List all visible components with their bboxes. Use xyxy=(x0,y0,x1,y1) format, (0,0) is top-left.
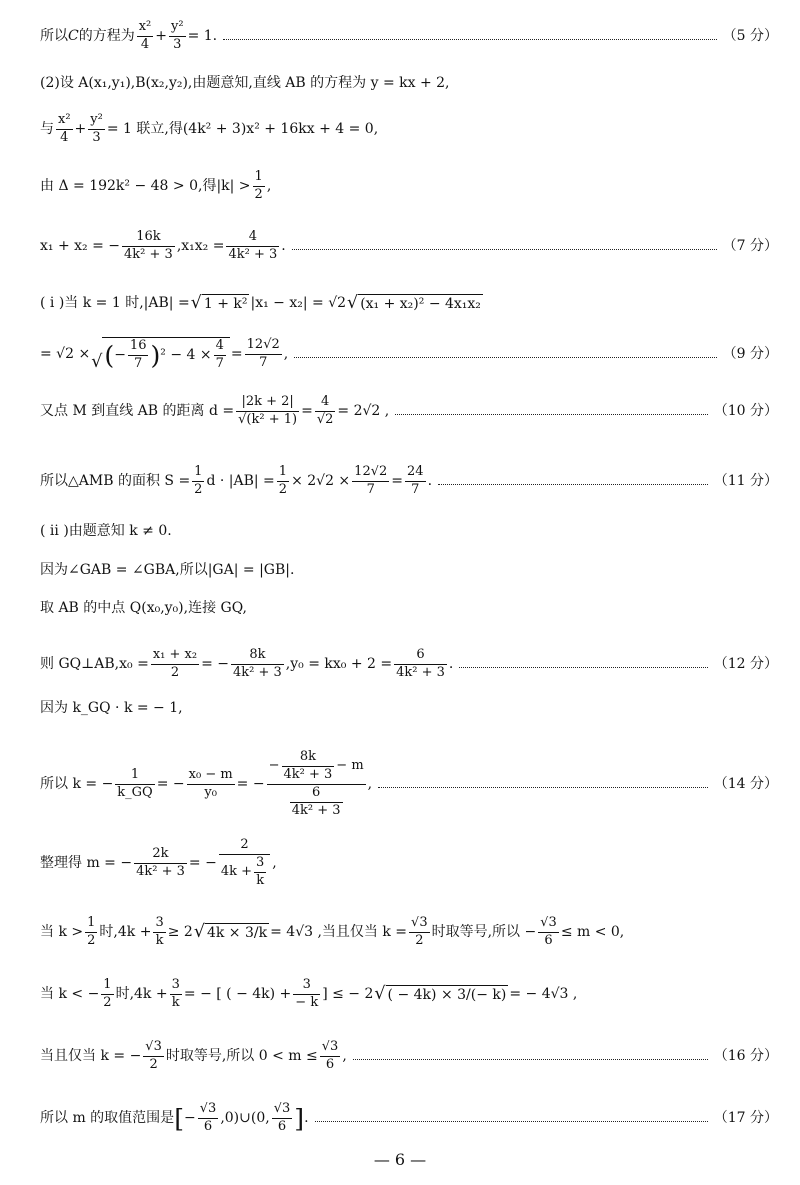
fraction xyxy=(254,856,266,889)
line-case-positive xyxy=(40,916,778,949)
text: ≥ 2 xyxy=(167,924,193,941)
line-vieta xyxy=(40,230,778,263)
line-angle-equal xyxy=(40,562,778,579)
fraction xyxy=(405,465,426,498)
text: = 2√2 , xyxy=(337,403,390,420)
text: ( ⅱ )由题意知 k ≠ 0. xyxy=(40,523,172,539)
text: = − xyxy=(156,775,185,792)
text: = 4√3 ,当且仅当 k = xyxy=(270,924,408,941)
radicand: 1 + k² xyxy=(203,296,248,312)
text: 当且仅当 k = − xyxy=(40,1048,142,1065)
denominator: 4k² + 3 xyxy=(233,664,282,680)
denominator: 4k² + 3 xyxy=(291,802,341,818)
line-chord-length xyxy=(40,294,778,313)
fraction xyxy=(315,395,336,428)
numerator: 4 xyxy=(315,395,336,412)
numerator: x² xyxy=(56,113,73,130)
compound-fraction: − $\frac{8k}{\text{4k² + 3}}$ − m $\frac{6}{\text{4k² + 3}}$ xyxy=(268,750,364,818)
text: 又点 M 到直线 AB 的距离 d = xyxy=(40,403,235,420)
fraction xyxy=(394,648,447,681)
numerator: x₁ + x₂ xyxy=(151,648,199,665)
radicand: ( − 4k) × 3/(− k) xyxy=(387,987,507,1004)
text: , xyxy=(342,1048,347,1065)
denominator: 7 xyxy=(366,481,375,497)
denominator: 7 xyxy=(259,354,268,370)
denominator: k xyxy=(256,872,265,888)
line-discriminant xyxy=(40,170,778,203)
text: 因为 k_GQ · k = − 1, xyxy=(40,700,183,716)
dot-leader xyxy=(438,478,708,486)
text: 当 k > xyxy=(40,924,84,941)
text: ≤ m < 0, xyxy=(560,924,625,941)
line-slope-product xyxy=(40,700,778,717)
fraction xyxy=(293,978,320,1011)
numerator: 1 xyxy=(101,978,113,995)
fraction xyxy=(85,916,97,949)
radicand: 4k × 3/k xyxy=(206,925,268,942)
var: C xyxy=(68,28,79,45)
numerator: 24 xyxy=(405,465,426,482)
denominator: k xyxy=(171,994,180,1010)
square-root: √ ( − $\frac{16}{7}$ ) ² − 4 × $\frac{4}{7}$ xyxy=(91,337,230,372)
fraction xyxy=(198,1102,219,1135)
denominator: 4k² + 3 xyxy=(136,863,185,879)
text: |x₁ − x₂| = √2 xyxy=(250,295,347,311)
line-distance xyxy=(40,395,778,428)
text: 则 GQ⊥AB,x₀ = xyxy=(40,656,149,673)
denominator: 6 xyxy=(544,932,553,948)
fraction xyxy=(272,1102,293,1135)
score-label: （17 分） xyxy=(713,1110,778,1127)
denominator: 4 xyxy=(60,129,69,145)
score-label: （5 分） xyxy=(722,28,778,45)
denominator: 2 xyxy=(194,481,203,497)
line-combine xyxy=(40,113,778,146)
text: ( ⅰ )当 k = 1 时,|AB| = xyxy=(40,295,190,311)
fraction xyxy=(320,1040,341,1073)
text: = xyxy=(230,346,243,363)
fraction xyxy=(231,648,284,681)
line-midpoint xyxy=(40,600,778,617)
radicand: (x₁ + x₂)² − 4x₁x₂ xyxy=(360,296,481,312)
denominator: 2 xyxy=(103,994,112,1010)
square-root: √ (x₁ + x₂)² − 4x₁x₂ xyxy=(347,294,481,313)
fraction xyxy=(137,20,154,53)
bracket: ] xyxy=(294,1103,305,1133)
fraction xyxy=(56,113,73,146)
line-midpoint-coords xyxy=(40,648,778,681)
numerator: 3 xyxy=(153,916,165,933)
fraction xyxy=(236,395,299,428)
text: 时,4k + xyxy=(99,924,152,941)
fraction xyxy=(214,339,226,372)
denominator: 7 xyxy=(215,355,224,371)
fraction xyxy=(409,916,430,949)
text: 所以 xyxy=(40,28,68,45)
text: ,y₀ = kx₀ + 2 = xyxy=(285,656,393,673)
numerator: x₀ − m xyxy=(187,768,235,785)
compound-fraction xyxy=(219,838,270,889)
fraction xyxy=(153,916,165,949)
denominator: − k xyxy=(295,994,319,1010)
text: , xyxy=(266,178,272,195)
text: x₁ + x₂ = − xyxy=(40,238,121,255)
text: − m xyxy=(336,757,364,773)
fraction xyxy=(290,786,343,819)
text: 所以 k = − xyxy=(40,775,114,792)
fraction xyxy=(277,465,289,498)
text: = − xyxy=(201,656,229,673)
text: = 1 联立,得(4k² + 3)x² + 16kx + 4 = 0, xyxy=(106,121,379,138)
denominator: 3 xyxy=(92,129,101,145)
line-area xyxy=(40,465,778,498)
fraction xyxy=(187,768,235,801)
dot-leader xyxy=(353,1053,708,1061)
paren: ( xyxy=(104,340,115,370)
text: 当 k < − xyxy=(40,986,100,1003)
fraction xyxy=(253,170,265,203)
denominator: 4k² + 3 xyxy=(283,766,333,782)
numerator: 1 xyxy=(253,170,265,187)
text: ,0)∪(0, xyxy=(220,1110,270,1127)
page-number: — 6 — xyxy=(373,1150,427,1169)
text: . xyxy=(427,473,433,490)
text: 与 xyxy=(40,121,54,138)
line-m-expression xyxy=(40,838,778,889)
numerator: 3 xyxy=(293,978,320,995)
text: = − xyxy=(188,855,217,871)
line-case-negative xyxy=(40,978,778,1011)
score-label: （11 分） xyxy=(713,473,778,490)
line-ellipse-equation xyxy=(40,20,778,53)
fraction xyxy=(122,230,175,263)
text: . xyxy=(304,1110,309,1127)
numerator: √3 xyxy=(409,916,430,933)
dot-leader xyxy=(395,408,708,416)
numerator: y² xyxy=(88,113,105,130)
numerator: √3 xyxy=(538,916,559,933)
numerator: √3 xyxy=(143,1040,164,1057)
fraction xyxy=(282,750,335,783)
numerator: 12√2 xyxy=(352,465,389,482)
score-label: （14 分） xyxy=(713,775,778,792)
text: − xyxy=(114,347,126,364)
fraction xyxy=(170,978,182,1011)
numerator: 3 xyxy=(254,856,266,873)
fraction xyxy=(143,1040,164,1073)
numerator: 3 xyxy=(170,978,182,995)
text: 因为∠GAB = ∠GBA,所以|GA| = |GB|. xyxy=(40,562,295,578)
text: = − xyxy=(236,775,265,792)
denominator: 2 xyxy=(170,664,180,680)
text: = √2 × xyxy=(40,346,91,363)
denominator: 7 xyxy=(134,355,143,371)
text: 4k + xyxy=(220,863,252,879)
text: . xyxy=(281,238,286,255)
fraction xyxy=(538,916,559,949)
denominator: 2 xyxy=(278,481,288,497)
text: 取 AB 的中点 Q(x₀,y₀),连接 GQ, xyxy=(40,600,247,616)
numerator: 16 xyxy=(128,339,149,356)
line-equality-case xyxy=(40,1040,778,1073)
numerator: 8k xyxy=(231,648,284,665)
denominator: 4k² + 3 xyxy=(124,246,173,262)
text: ] ≤ − 2 xyxy=(322,986,374,1003)
numerator: 6 xyxy=(394,648,447,665)
denominator: k_GQ xyxy=(117,784,153,800)
text: , xyxy=(272,855,277,871)
denominator: 6 xyxy=(277,1118,287,1134)
score-label: （12 分） xyxy=(713,656,778,673)
text: 的方程为 xyxy=(78,28,135,45)
score-label: （10 分） xyxy=(713,403,778,420)
text: 时,4k + xyxy=(115,986,168,1003)
paren: ) xyxy=(150,340,161,370)
numerator: 16k xyxy=(122,230,175,247)
numerator: √3 xyxy=(320,1040,341,1057)
numerator: |2k + 2| xyxy=(236,395,299,412)
fraction xyxy=(151,648,199,681)
fraction xyxy=(101,978,113,1011)
denominator: 4k² + 3 xyxy=(396,664,445,680)
fraction xyxy=(192,465,204,498)
numerator: 4 xyxy=(214,339,226,356)
numerator: √3 xyxy=(272,1102,293,1119)
denominator: 2 xyxy=(149,1056,158,1072)
numerator: 1 xyxy=(85,916,97,933)
dot-leader xyxy=(223,33,717,41)
denominator: 6 xyxy=(203,1118,213,1134)
denominator: 4 xyxy=(140,36,150,52)
dot-leader xyxy=(315,1115,708,1123)
text: 整理得 m = − xyxy=(40,855,133,871)
score-label: （9 分） xyxy=(722,346,778,363)
denominator: √(k² + 1) xyxy=(238,411,298,427)
score-label: （7 分） xyxy=(722,238,778,255)
fraction xyxy=(226,230,279,263)
fraction xyxy=(128,339,149,372)
square-root: √ 1 + k² xyxy=(190,294,248,313)
dot-leader xyxy=(459,661,707,669)
text: d · |AB| = xyxy=(206,473,275,490)
numerator: 1 xyxy=(277,465,289,482)
score-label: （16 分） xyxy=(713,1048,778,1065)
numerator: √3 xyxy=(198,1102,219,1119)
bracket: [ xyxy=(174,1103,185,1133)
fraction xyxy=(88,113,105,146)
square-root: √ 4k × 3/k xyxy=(193,922,268,943)
denominator: k xyxy=(155,932,164,948)
dot-leader xyxy=(378,781,708,789)
denominator: 3 xyxy=(173,36,182,52)
fraction xyxy=(115,768,154,801)
denominator: 2 xyxy=(254,186,263,202)
fraction xyxy=(245,338,282,371)
denominator: √2 xyxy=(316,411,334,427)
numerator: 8k xyxy=(282,750,335,767)
line-k-nonzero xyxy=(40,523,778,540)
line-set-points xyxy=(40,75,778,92)
text: = 1. xyxy=(187,28,218,45)
fraction xyxy=(134,847,187,880)
text: . xyxy=(448,656,454,673)
dot-leader xyxy=(294,351,716,359)
denominator: 2 xyxy=(415,932,424,948)
fraction xyxy=(169,20,186,53)
numerator: 1 xyxy=(115,768,154,785)
text: ² − 4 × xyxy=(160,347,212,364)
text: 由 Δ = 192k² − 48 > 0,得|k| > xyxy=(40,178,251,195)
text: 所以△AMB 的面积 S = xyxy=(40,473,191,490)
numerator: 2k xyxy=(134,847,187,864)
numerator: 2 xyxy=(219,838,270,855)
denominator: 4k² + 3 xyxy=(228,246,278,262)
text: × 2√2 × xyxy=(291,473,351,490)
square-root: √ ( − 4k) × 3/(− k) xyxy=(374,984,507,1005)
numerator: 12√2 xyxy=(245,338,282,355)
text: , xyxy=(283,346,289,363)
text: , xyxy=(367,775,373,792)
fraction xyxy=(352,465,389,498)
text: 时取等号,所以 0 < m ≤ xyxy=(165,1048,318,1065)
text: = − 4√3 , xyxy=(509,986,578,1003)
denominator: y₀ xyxy=(204,784,217,800)
text: 所以 m 的取值范围是 xyxy=(40,1110,175,1127)
denominator: 7 xyxy=(411,481,420,497)
text: 时取等号,所以 − xyxy=(431,924,537,941)
line-range-of-m xyxy=(40,1102,778,1135)
text: (2)设 A(x₁,y₁),B(x₂,y₂),由题意知,直线 AB 的方程为 y = kx + 2, xyxy=(40,75,450,91)
numerator: y² xyxy=(169,20,186,37)
text: = xyxy=(301,403,313,420)
numerator: 6 xyxy=(290,786,343,803)
text: + xyxy=(155,28,167,45)
text: + xyxy=(74,121,87,138)
numerator: x² xyxy=(137,20,154,37)
numerator: 4 xyxy=(226,230,279,247)
line-chord-value xyxy=(40,337,778,372)
text: − xyxy=(184,1110,196,1127)
denominator: 6 xyxy=(325,1056,335,1072)
numerator: 1 xyxy=(192,465,204,482)
dot-leader xyxy=(292,243,717,251)
text: = xyxy=(391,473,404,490)
line-k-expression xyxy=(40,750,778,819)
denominator: 2 xyxy=(87,932,96,948)
text: ,x₁x₂ = xyxy=(176,238,225,255)
text: = − [ ( − 4k) + xyxy=(183,986,292,1003)
